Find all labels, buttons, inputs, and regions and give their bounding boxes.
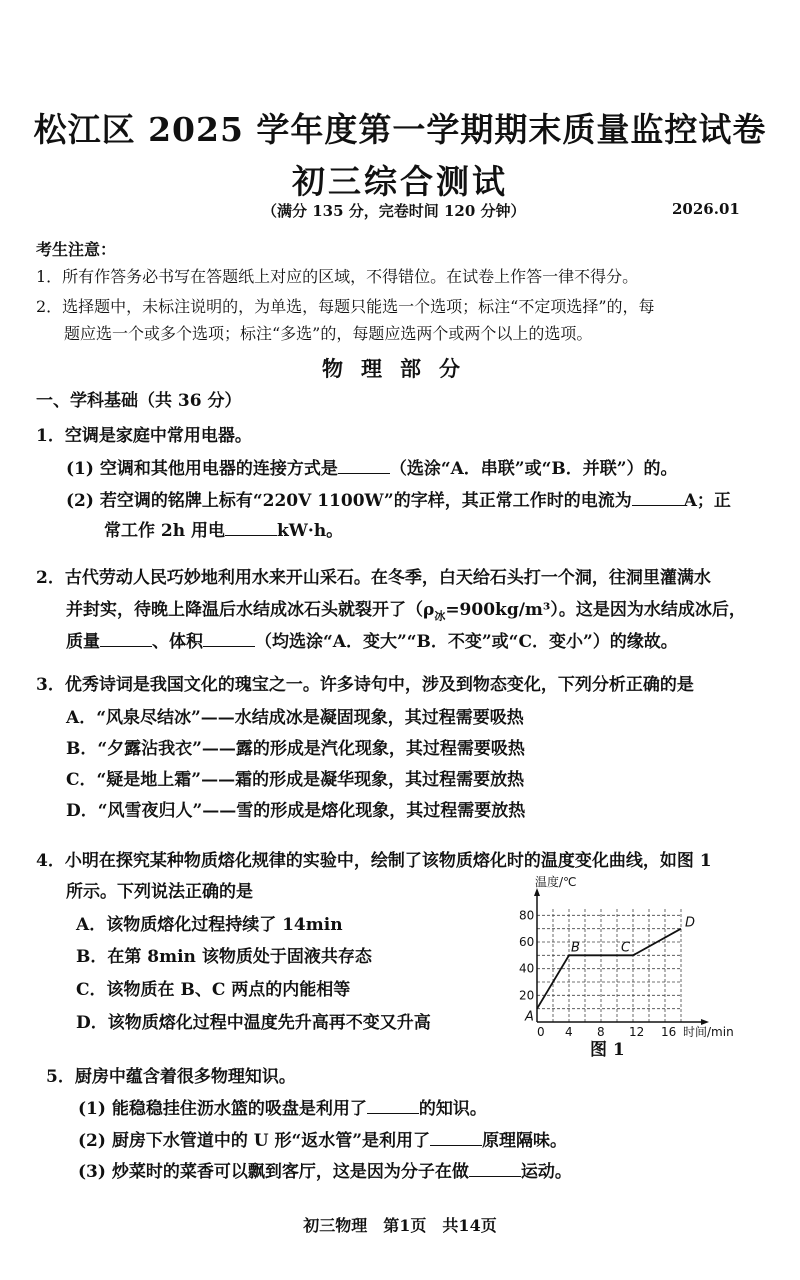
y-axis-label: 温度/℃ [535,875,577,889]
x-tick-label: 12 [629,1025,645,1039]
q2-line3: 质量 、体积 （均选涂“A．变大”“B．不变”或“C．变小”）的缘故。 [66,627,678,652]
q5-part3: (3) 炒菜时的菜香可以飘到客厅，这是因为分子在做 运动。 [78,1157,572,1182]
answer-blank[interactable] [469,1159,521,1177]
q3-option-d[interactable]: D．“风雪夜归人”——雪的形成是熔化现象，其过程需要放热 [66,801,526,821]
notice-item-2-line1: 2．选择题中，未标注说明的，为单选，每题只能选一个选项；标注“不定项选择”的，每 [36,297,655,316]
q4-option-d[interactable]: D．该物质熔化过程中温度先升高再不变又升高 [76,1013,431,1033]
notice-heading: 考生注意： [36,240,117,259]
q1-part2-line2: 常工作 2h 用电 kW·h。 [104,516,343,541]
q5-stem: 5．厨房中蕴含着很多物理知识。 [46,1067,296,1087]
section-title: 物理部分 [322,356,478,381]
exam-title: 松江区 2025 学年度第一学期期末质量监控试卷 [33,110,767,149]
exam-subtitle: 初三综合测试 [292,162,508,201]
point-label-d: D [685,915,696,931]
y-tick-label: 40 [519,961,535,976]
q1-stem: 1．空调是家庭中常用电器。 [36,426,252,446]
answer-blank[interactable] [632,488,684,506]
exam-date: 2026.01 [672,200,740,218]
melting-curve-chart [505,872,745,1052]
x-axis-label: 时间/min [683,1025,734,1039]
x-tick-label: 16 [661,1025,677,1039]
answer-blank[interactable] [430,1128,482,1146]
q3-option-b[interactable]: B．“夕露沾我衣”——露的形成是汽化现象，其过程需要吸热 [66,739,525,759]
notice-item-2-line2: 题应选一个或多个选项；标注“多选”的，每题应选两个或两个以上的选项。 [64,324,593,343]
y-axis-arrow [534,888,540,896]
q5-part2: (2) 厨房下水管道中的 U 形“返水管”是利用了 原理隔味。 [78,1126,567,1151]
answer-blank[interactable] [100,629,152,647]
q3-option-a[interactable]: A．“风泉尽结冰”——水结成冰是凝固现象，其过程需要吸热 [66,708,524,728]
x-tick-label: 8 [597,1025,605,1039]
answer-blank[interactable] [338,456,390,474]
x-tick-label: 4 [565,1025,573,1039]
q3-option-c[interactable]: C．“疑是地上霜”——霜的形成是凝华现象，其过程需要放热 [66,770,525,790]
q1-part2-line1: (2) 若空调的铭牌上标有“220V 1100W”的字样，其正常工作时的电流为 A；正 [66,486,731,511]
q4-option-c[interactable]: C．该物质在 B、C 两点的内能相等 [76,980,351,1000]
q2-line1: 2．古代劳动人民巧妙地利用水来开山采石。在冬季，白天给石头打一个洞，往洞里灌满水 [36,568,711,588]
point-label-b: B [571,940,580,956]
q1-part1: (1) 空调和其他用电器的连接方式是 （选涂“A．串联”或“B．并联”）的。 [66,454,678,479]
figure-caption: 图 1 [590,1040,625,1060]
point-label-a: A [525,1009,534,1025]
answer-blank[interactable] [203,629,255,647]
notice-item-1: 1．所有作答务必书写在答题纸上对应的区域，不得错位。在试卷上作答一律不得分。 [36,267,639,286]
q4-option-a[interactable]: A．该物质熔化过程持续了 14min [76,915,343,935]
q5-part1: (1) 能稳稳挂住沥水篮的吸盘是利用了 的知识。 [78,1094,487,1119]
q4-option-b[interactable]: B．在第 8min 该物质处于固液共存态 [76,947,372,967]
part-1-heading: 一、学科基础（共 36 分） [36,391,242,411]
y-tick-label: 60 [519,935,535,949]
q3-stem: 3．优秀诗词是我国文化的瑰宝之一。许多诗句中，涉及到物态变化，下列分析正确的是 [36,675,694,695]
q4-line2: 所示。下列说法正确的是 [66,882,253,902]
y-tick-label: 80 [519,908,535,923]
point-label-c: C [621,940,631,956]
page-footer: 初三物理 第1页 共14页 [303,1216,497,1235]
y-tick-label: 20 [519,988,535,1003]
answer-blank[interactable] [225,518,277,536]
figure-1-chart [505,872,745,1052]
x-tick-label: 0 [537,1025,545,1039]
answer-blank[interactable] [367,1096,419,1114]
score-info: （满分 135 分，完卷时间 120 分钟） [262,202,526,220]
q2-line2: 并封实，待晚上降温后水结成冰石头就裂开了$(\rho_冰=900kg/m^3)$。这是因为水结成冰后， [66,600,746,623]
q4-line1: 4．小明在探究某种物质熔化规律的实验中，绘制了该物质熔化时的温度变化曲线，如图 1 [36,851,712,871]
